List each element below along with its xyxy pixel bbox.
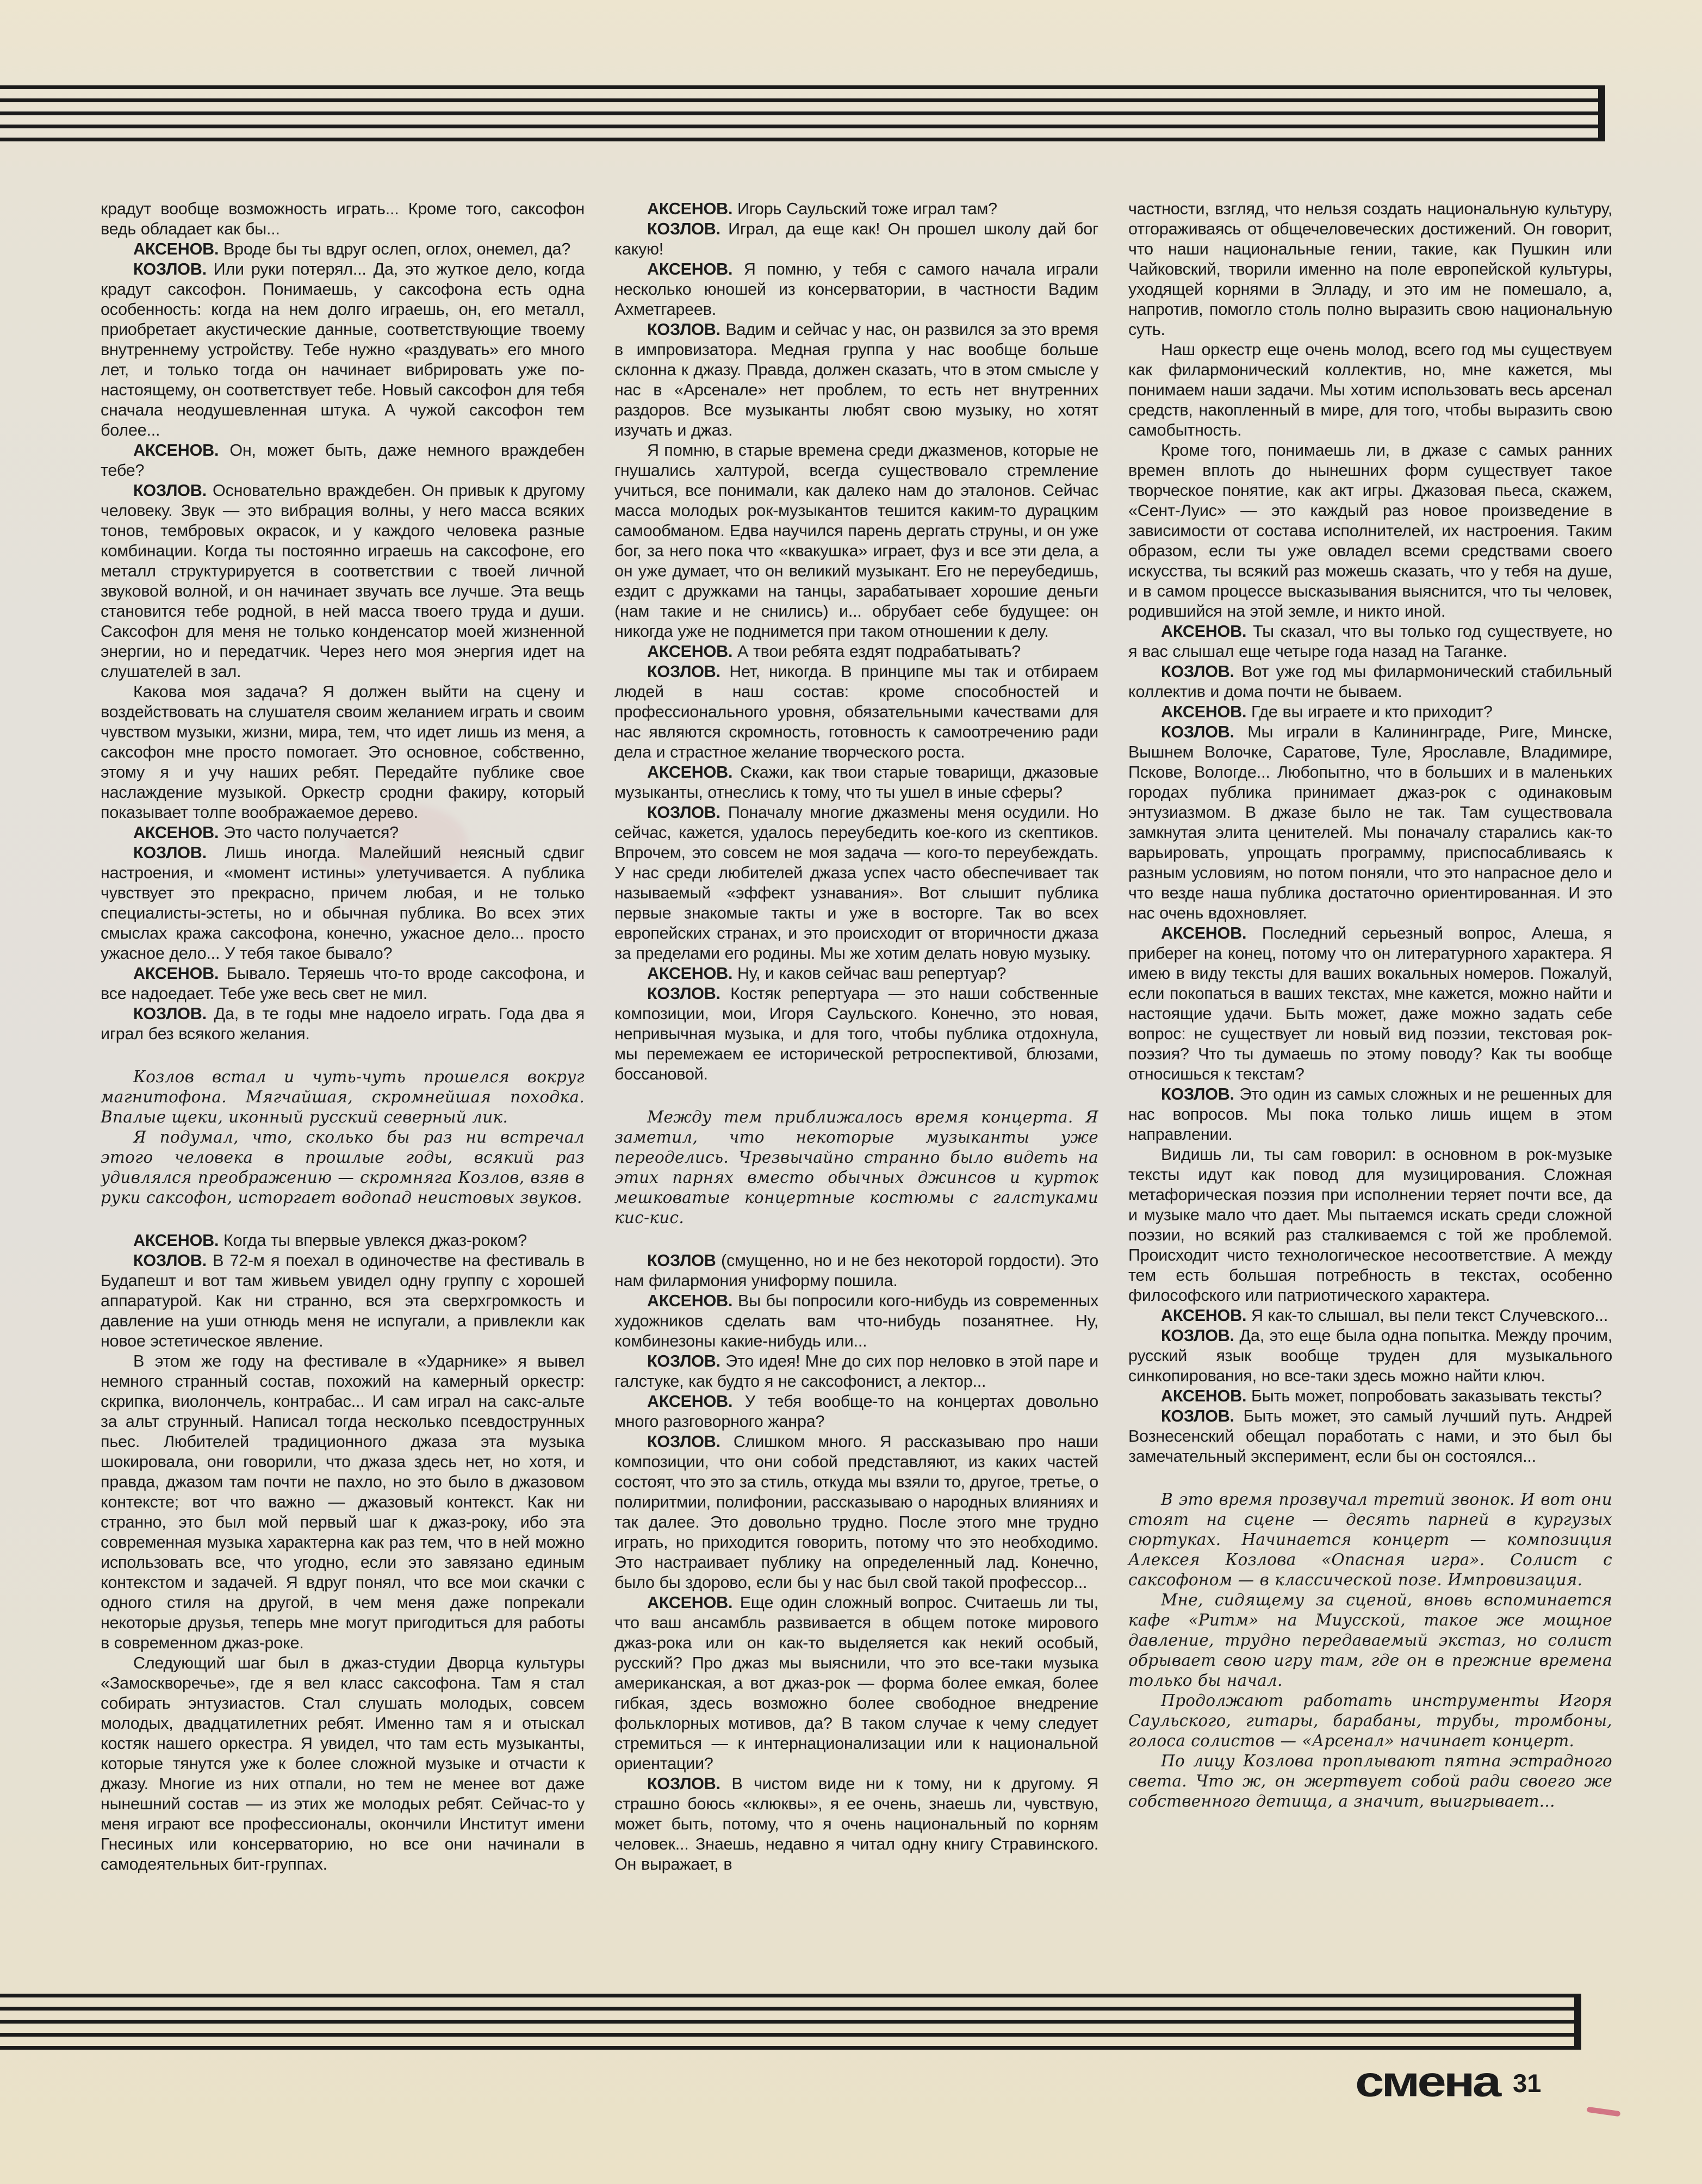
narration-paragraph: Продолжают работать инструменты Игоря Саульского, гитары, барабаны, трубы, тромбоны, голоса солистов — «Арсенал» начинает концерт. bbox=[1128, 1691, 1612, 1750]
staff-line bbox=[0, 2020, 1581, 2024]
dialogue-paragraph: АКСЕНОВ. Ты сказал, что вы только год существуете, но я вас слышал еще четыре года назад на Таганке. bbox=[1128, 622, 1612, 661]
interview-article bbox=[101, 199, 1612, 1994]
dialogue-paragraph: АКСЕНОВ. А твои ребята ездят подрабатывать? bbox=[647, 642, 1021, 661]
dialogue-paragraph: АКСЕНОВ. Вроде бы ты вдруг ослеп, оглох, онемел, да? bbox=[133, 240, 571, 258]
speaker-name: АКСЕНОВ. bbox=[133, 441, 219, 460]
narration-paragraph: Козлов встал и чуть-чуть прошелся вокруг магнитофона. Мягчайшая, скромнейшая походка. Впалые щеки, иконный русский северный лик. bbox=[101, 1068, 585, 1126]
dialogue-paragraph: КОЗЛОВ. Быть может, это самый лучший путь. Андрей Вознесенский обещал поработать с нами, и это был бы замечательный эксперимент, если бы он состоялся... bbox=[1128, 1407, 1612, 1466]
dialogue-paragraph: АКСЕНОВ. Ну, и каков сейчас ваш репертуар? bbox=[647, 964, 1007, 983]
speaker-name: АКСЕНОВ. bbox=[1161, 1387, 1247, 1405]
staff-line bbox=[0, 2007, 1581, 2011]
speaker-name: КОЗЛОВ. bbox=[133, 1004, 207, 1023]
staff-line bbox=[0, 138, 1605, 141]
bottom-staff-rule bbox=[0, 1994, 1581, 2049]
dialogue-paragraph: КОЗЛОВ. Вадим и сейчас у нас, он развился за это время в импровизатора. Медная группа у нас вообще больше склонна к джазу. Правда, должен сказать, что в этом смысле у нас в «Арсенале» нет проблем, то есть нет внутренних раздоров. Все музыканты любят свою музыку, но хотят изучать и джаз. bbox=[614, 320, 1098, 439]
dialogue-paragraph: КОЗЛОВ. В чистом виде ни к тому, ни к другому. Я страшно боюсь «клюквы», я ее очень, знаешь ли, чувствую, может быть, потому, что я очень национальный по корням человек... Знаешь, недавно я читал одну книгу Стравинского. Он выражает, в bbox=[614, 1774, 1098, 1873]
magazine-logo: смена bbox=[1355, 2057, 1499, 2106]
dialogue-paragraph: КОЗЛОВ. Поначалу многие джазмены меня осудили. Но сейчас, кажется, удалось переубедить кое-кого из скептиков. Впрочем, это совсем не моя задача — кого-то переубеждать. У нас среди любителей джаза успех часто обеспечивает так называемый «эффект узнавания». Вот слышит публика первые знакомые такты и уже в восторге. Так во всех европейских странах, и это происходит от вторичности джаза за пределами его родины. Мы же хотим делать новую музыку. bbox=[614, 803, 1098, 963]
speaker-name: АКСЕНОВ. bbox=[647, 763, 733, 781]
dialogue-paragraph: Кроме того, понимаешь ли, в джазе с самых ранних времен вплоть до нынешних форм существует такое творческое понятие, как акт игры. Джазовая пьеса, скажем, «Сент-Луис» — это каждый раз новое произведение в зависимости от состава исполнителей, их настроения. Таким образом, если ты уже овладел всеми средствами своего искусства, ты всякий раз можешь сказать, что у тебя на душе, и в самом процессе высказывания выяснится, что ты человек, родившийся на этой земле, и никто иной. bbox=[1128, 441, 1612, 621]
scan-artifact-pen-mark bbox=[1587, 2107, 1621, 2117]
dialogue-paragraph: АКСЕНОВ. У тебя вообще-то на концертах довольно много разговорного жанра? bbox=[614, 1392, 1098, 1431]
dialogue-paragraph: Какова моя задача? Я должен выйти на сцену и воздействовать на слушателя своим желанием играть и своим чувством музыки, жизни, мира, тем, что идет лишь из меня, а саксофон мне просто помогает. Это основное, собственно, этому я и учу наших ребят. Передайте публике свое наслаждение музыкой. Оркестр сродни факиру, который показывает толпе воображаемое дерево. bbox=[101, 682, 585, 822]
dialogue-paragraph: Видишь ли, ты сам говорил: в основном в рок-музыке тексты идут как повод для музицирования. Сложная метафорическая поэзия при исполнении теряет почти все, да и музыке мало что дает. Мы пытаемся искать среди сложной поэзии, но всякий раз сталкиваемся с той же проблемой. Происходит чисто технологическое несоответствие. А между тем есть большая потребность в текстах, особенно философского или патриотического характера. bbox=[1128, 1145, 1612, 1305]
dialogue-paragraph: АКСЕНОВ. Еще один сложный вопрос. Считаешь ли ты, что ваш ансамбль развивается в общем потоке мирового джаз-рока или он как-то выделяется как некий особый, русский? Про джаз мы выяснили, что это все-таки музыка американская, а вот джаз-рок — форма более емкая, более гибкая, здесь возможно более свободное внедрение фольклорных мотивов, да? В таком случае к чему следует стремиться — к интернационализации или к национальной ориентации? bbox=[614, 1593, 1098, 1773]
dialogue-paragraph: АКСЕНОВ. Это часто получается? bbox=[133, 823, 399, 842]
dialogue-paragraph: КОЗЛОВ. Основательно враждебен. Он привык к другому человеку. Звук — это вибрация волны, у него масса всяких тонов, тембровых окрасок, и у каждого человека разные комбинации. Когда ты постоянно играешь на саксофоне, его металл структурируется в соответствии с твоей личной звуковой волной, и он начинает звучать все лучше. Эта вещь становится тебе родной, в ней масса твоего труда и души. Саксофон для меня не только конденсатор моей жизненной энергии, но и передатчик. Через него моя энергия идет на слушателей в зал. bbox=[101, 481, 585, 681]
speaker-name: КОЗЛОВ. bbox=[647, 803, 720, 822]
speaker-name: КОЗЛОВ bbox=[647, 1251, 716, 1270]
dialogue-paragraph: КОЗЛОВ. Нет, никогда. В принципе мы так и отбираем людей в наш состав: кроме способностей и профессионального уровня, обязательными качествами для нас являются скромность, готовность к самоотречению ради дела и страстное желание творческого роста. bbox=[614, 662, 1098, 761]
speaker-name: АКСЕНОВ. bbox=[647, 260, 733, 278]
dialogue-paragraph: АКСЕНОВ. Быть может, попробовать заказывать тексты? bbox=[1161, 1387, 1602, 1405]
staff-line bbox=[0, 125, 1605, 128]
speaker-name: АКСЕНОВ. bbox=[133, 823, 219, 842]
speaker-name: КОЗЛОВ. bbox=[1161, 1085, 1234, 1103]
speaker-name: АКСЕНОВ. bbox=[1161, 622, 1247, 641]
dialogue-paragraph: АКСЕНОВ. Игорь Саульский тоже играл там? bbox=[647, 200, 997, 218]
speaker-name: КОЗЛОВ. bbox=[133, 843, 207, 862]
dialogue-paragraph: крадут вообще возможность играть... Кроме того, саксофон ведь обладает как бы... bbox=[101, 200, 585, 238]
dialogue-paragraph: КОЗЛОВ. Или руки потерял... Да, это жуткое дело, когда крадут саксофон. Понимаешь, у саксофона есть одна особенность: когда на нем долго играешь, он, его металл, приобретает акустические данные, соответствующие твоему внутреннему устройству. Тебе нужно «раздувать» его много лет, и только тогда он начинает вибрировать уже по-настоящему, он соответствует тебе. Новый саксофон для тебя сначала неодушевленная штука. А чужой саксофон тем более... bbox=[101, 260, 585, 439]
speaker-name: КОЗЛОВ. bbox=[1161, 662, 1234, 681]
dialogue-paragraph: АКСЕНОВ. Когда ты впервые увлекся джаз-роком? bbox=[133, 1231, 527, 1250]
dialogue-paragraph: АКСЕНОВ. Последний серьезный вопрос, Алеша, я приберег на конец, потому что он литературного характера. Я имею в виду тексты для ваших вокальных номеров. Пожалуй, если покопаться в ваших текстах, мне кажется, можно найти и настоящие удачи. Быть может, даже можно задать себе вопрос: не существует ли новый вид поэзии, текстовая рок-поэзия? Что ты думаешь по этому поводу? Как ты вообще относишься к текстам? bbox=[1128, 924, 1612, 1083]
speaker-name: КОЗЛОВ. bbox=[1161, 723, 1234, 741]
speaker-name: АКСЕНОВ. bbox=[133, 1231, 219, 1250]
speaker-name: АКСЕНОВ. bbox=[647, 642, 733, 661]
dialogue-paragraph: КОЗЛОВ. Вот уже год мы филармонический стабильный коллектив и дома почти не бываем. bbox=[1128, 662, 1612, 701]
staff-line bbox=[0, 111, 1605, 115]
speaker-name: КОЗЛОВ. bbox=[1161, 1407, 1234, 1425]
speaker-name: АКСЕНОВ. bbox=[647, 1593, 733, 1612]
speaker-name: АКСЕНОВ. bbox=[133, 964, 219, 983]
dialogue-paragraph: Я помню, в старые времена среди джазменов, которые не гнушались халтурой, всегда существовало стремление учиться, все понимали, как далеко нам до эталонов. Сейчас масса молодых рок-музыкантов тешится каким-то дурацким самообманом. Едва научился парень дергать струны, и он уже бог, за него пока что «квакушка» играет, фуз и все эти дела, а он уже думает, что он великий музыкант. Его не переубедишь, ездит с дружками на танцы, зарабатывает хорошие деньги (нам такие и не снились) и... обрубает себе будущее: он никогда уже не поднимется при таком отношении к делу. bbox=[614, 441, 1098, 641]
dialogue-paragraph: КОЗЛОВ. Это один из самых сложных и не решенных для нас вопросов. Мы пока только лишь ищем в этом направлении. bbox=[1128, 1085, 1612, 1144]
article-column-2 bbox=[614, 199, 1098, 1994]
page-footer bbox=[1355, 2057, 1542, 2106]
dialogue-paragraph: АКСЕНОВ. Вы бы попросили кого-нибудь из современных художников сделать вам что-нибудь позанятнее. Ну, комбинезоны какие-нибудь или... bbox=[614, 1292, 1098, 1350]
narration-paragraph: По лицу Козлова проплывают пятна эстрадного света. Что ж, он жертвует собой ради своего же собственного детища, а значит, выигрывает... bbox=[1128, 1752, 1612, 1810]
staff-line bbox=[0, 98, 1605, 102]
speaker-name: КОЗЛОВ. bbox=[647, 220, 720, 238]
speaker-name: КОЗЛОВ. bbox=[1161, 1326, 1234, 1345]
dialogue-paragraph: КОЗЛОВ. Играл, да еще как! Он прошел школу дай бог какую! bbox=[614, 220, 1098, 258]
dialogue-paragraph: АКСЕНОВ. Бывало. Теряешь что-то вроде саксофона, и все надоедает. Тебе уже весь свет не мил. bbox=[101, 964, 585, 1003]
staff-end-bar bbox=[1574, 1994, 1581, 2049]
speaker-name: КОЗЛОВ. bbox=[133, 481, 207, 500]
narration-paragraph: Мне, сидящему за сценой, вновь вспоминается кафе «Ритм» на Миусской, такое же мощное давление, трудно передаваемый экстаз, но солист обрывает свою игру там, где он в прежние времена только бы начал. bbox=[1128, 1591, 1612, 1690]
speaker-name: АКСЕНОВ. bbox=[647, 1392, 733, 1411]
speaker-name: КОЗЛОВ. bbox=[133, 1251, 207, 1270]
dialogue-paragraph: АКСЕНОВ. Он, может быть, даже немного враждебен тебе? bbox=[101, 441, 585, 480]
staff-line bbox=[0, 1994, 1581, 1997]
dialogue-paragraph: Наш оркестр еще очень молод, всего год мы существуем как филармонический коллектив, но, мне кажется, мы понимаем наши задачи. Мы хотим использовать весь арсенал средств, накопленный в мире, для того, чтобы выразить свою самобытность. bbox=[1128, 340, 1612, 439]
speaker-name: АКСЕНОВ. bbox=[647, 200, 733, 218]
speaker-name: КОЗЛОВ. bbox=[647, 320, 720, 339]
speaker-name: АКСЕНОВ. bbox=[647, 1292, 733, 1310]
narration-paragraph: Между тем приближалось время концерта. Я заметил, что некоторые музыканты уже переоделись. Чрезвычайно странно было видеть на этих парнях вместо обычных джинсов и курток мешковатые концертные костюмы с галстуками кис-кис. bbox=[614, 1108, 1098, 1227]
staff-line bbox=[0, 85, 1605, 89]
staff-line bbox=[0, 2046, 1581, 2050]
speaker-name: КОЗЛОВ. bbox=[647, 1352, 720, 1370]
speaker-name: КОЗЛОВ. bbox=[647, 1432, 720, 1451]
dialogue-paragraph: КОЗЛОВ. Мы играли в Калининграде, Риге, Минске, Вышнем Волочке, Саратове, Туле, Ярославле, Владимире, Пскове, Вологде... Любопытно, что в больших и в маленьких городах публика принимает джаз-рок с одинаковым энтузиазмом. В джазе было не так. Там существовала замкнутая элита ценителей. Мы поначалу старались как-то варьировать, упрощать программу, приспосабливаясь к разным условиям, но потом поняли, что это напрасное дело и что везде наша публика достаточно ориентированная. И это нас очень вдохновляет. bbox=[1128, 723, 1612, 922]
dialogue-paragraph: КОЗЛОВ (смущенно, но и не без некоторой гордости). Это нам филармония униформу пошила. bbox=[614, 1251, 1098, 1290]
speaker-name: АКСЕНОВ. bbox=[1161, 924, 1247, 942]
top-staff-rule bbox=[0, 85, 1605, 141]
speaker-name: КОЗЛОВ. bbox=[647, 984, 720, 1003]
dialogue-paragraph: АКСЕНОВ. Скажи, как твои старые товарищи, джазовые музыканты, отнеслись к тому, что ты ушел в иные сферы? bbox=[614, 763, 1098, 802]
dialogue-paragraph: КОЗЛОВ. В 72-м я поехал в одиночестве на фестиваль в Будапешт и вот там живьем увидел одну группу с хорошей аппаратурой. Как ни странно, вся эта сверхгромкость и давление на уши отнюдь меня не испугали, а привлекли как новое эстетическое явление. bbox=[101, 1251, 585, 1350]
article-column-3 bbox=[1128, 199, 1612, 1994]
narration-paragraph: В это время прозвучал третий звонок. И вот они стоят на сцене — десять парней в кургузых сюртуках. Начинается концерт — композиция Алексея Козлова «Опасная игра». Солист с саксофоном — в классической позе. Импровизация. bbox=[1128, 1490, 1612, 1589]
staff-end-bar bbox=[1598, 85, 1605, 141]
speaker-name: АКСЕНОВ. bbox=[647, 964, 733, 983]
dialogue-paragraph: КОЗЛОВ. Да, в те годы мне надоело играть. Года два я играл без всякого желания. bbox=[101, 1004, 585, 1043]
dialogue-paragraph: В этом же году на фестивале в «Ударнике» я вывел немного странный состав, похожий на камерный оркестр: скрипка, виолончель, контрабас... И сам играл на сакс-альте за альт струнный. Написал тогда несколько псевдострунных пьес. Любителей традиционного джаза эта музыка шокировала, они говорили, что джаза здесь нет, но хотя, и правда, джазом там почти не пахло, но это было в джазовом контексте; вот что важно — джазовый контекст. Как ни странно, это был мой первый шаг к джаз-року, ибо эта современная музыка характерна как раз тем, что в ней можно использовать все, что угодно, если это завязано единым контекстом и задачей. Я вдруг понял, что все мои скачки с одного стиля на другой, в чем меня даже попрекали некоторые друзья, теперь мне могут пригодиться для работы в современном джаз-роке. bbox=[101, 1352, 585, 1652]
dialogue-paragraph: КОЗЛОВ. Лишь иногда. Малейший неясный сдвиг настроения, и «момент истины» улетучивается. А публика чувствует это прекрасно, причем любая, и не только специалисты-эстеты, но и обычная публика. Во всех этих смыслах кража саксофона, конечно, ужасное дело... просто ужасное дело... У тебя такое бывало? bbox=[101, 843, 585, 963]
narration-paragraph: Я подумал, что, сколько бы раз ни встречал этого человека в прошлые годы, всякий раз удивлялся преображению — скромняга Козлов, взяв в руки саксофон, исторгает водопад неистовых звуков. bbox=[101, 1128, 585, 1207]
dialogue-paragraph: КОЗЛОВ. Да, это еще была одна попытка. Между прочим, русский язык вообще труден для музыкального синкопирования, но все-таки здесь можно найти ключ. bbox=[1128, 1326, 1612, 1385]
dialogue-paragraph: Следующий шаг был в джаз-студии Дворца культуры «Замоскворечье», где я вел класс саксофона. Там я стал собирать энтузиастов. Стал слушать молодых, совсем молодых, двадцатилетних ребят. Именно там я и отыскал костяк нашего оркестра. Я увидел, что там есть музыканты, которые тянутся уже к более сложной музыке и отчасти к джазу. Многие из них отпали, но тем не менее вот даже нынешний состав — из этих же молодых ребят. Сейчас-то у меня играют все профессионалы, окончили Институт имени Гнесиных или консерваторию, но все они начинали в самодеятельных бит-группах. bbox=[101, 1654, 585, 1873]
speaker-name: КОЗЛОВ. bbox=[647, 662, 720, 681]
dialogue-paragraph: КОЗЛОВ. Слишком много. Я рассказываю про наши композиции, что они собой представляют, из каких частей состоят, что это за стиль, откуда мы взяли то, другое, третье, о полиритмии, полифонии, рассказываю о народных влияниях и так далее. Это довольно трудно. После этого мне трудно играть, но приходится говорить, потому что это необходимо. Это настраивает публику на определенный лад. Конечно, было бы здорово, если бы у нас был свой такой профессор... bbox=[614, 1432, 1098, 1592]
speaker-name: АКСЕНОВ. bbox=[133, 240, 219, 258]
staff-line bbox=[0, 2033, 1581, 2037]
dialogue-paragraph: частности, взгляд, что нельзя создать национальную культуру, отгораживаясь от общечеловеческих достижений. Он говорит, что наши национальные гении, такие, как Пушкин или Чайковский, творили именно на поле европейской культуры, уходящей корнями в Элладу, и это им не помешало, а, напротив, помогло столь полно выразить свою национальную суть. bbox=[1128, 200, 1612, 339]
speaker-name: АКСЕНОВ. bbox=[1161, 1306, 1247, 1325]
dialogue-paragraph: АКСЕНОВ. Я как-то слышал, вы пели текст Случевского... bbox=[1161, 1306, 1608, 1325]
page-number: 31 bbox=[1513, 2069, 1542, 2098]
speaker-name: КОЗЛОВ. bbox=[133, 260, 207, 278]
dialogue-paragraph: КОЗЛОВ. Это идея! Мне до сих пор неловко в этой паре и галстуке, как будто я не саксофонист, а лектор... bbox=[614, 1352, 1098, 1391]
speaker-name: КОЗЛОВ. bbox=[647, 1774, 720, 1793]
article-column-1 bbox=[101, 199, 585, 1994]
dialogue-paragraph: КОЗЛОВ. Костяк репертуара — это наши собственные композиции, мои, Игоря Саульского. Конечно, это новая, непривычная музыка, и для того, чтобы публика отдохнула, мы перемежаем ее исторической ретроспективой, блюзами, боссановой. bbox=[614, 984, 1098, 1083]
dialogue-paragraph: АКСЕНОВ. Где вы играете и кто приходит? bbox=[1161, 703, 1493, 721]
speaker-name: АКСЕНОВ. bbox=[1161, 703, 1247, 721]
dialogue-paragraph: АКСЕНОВ. Я помню, у тебя с самого начала играли несколько юношей из консерватории, в частности Вадим Ахметгареев. bbox=[614, 260, 1098, 319]
